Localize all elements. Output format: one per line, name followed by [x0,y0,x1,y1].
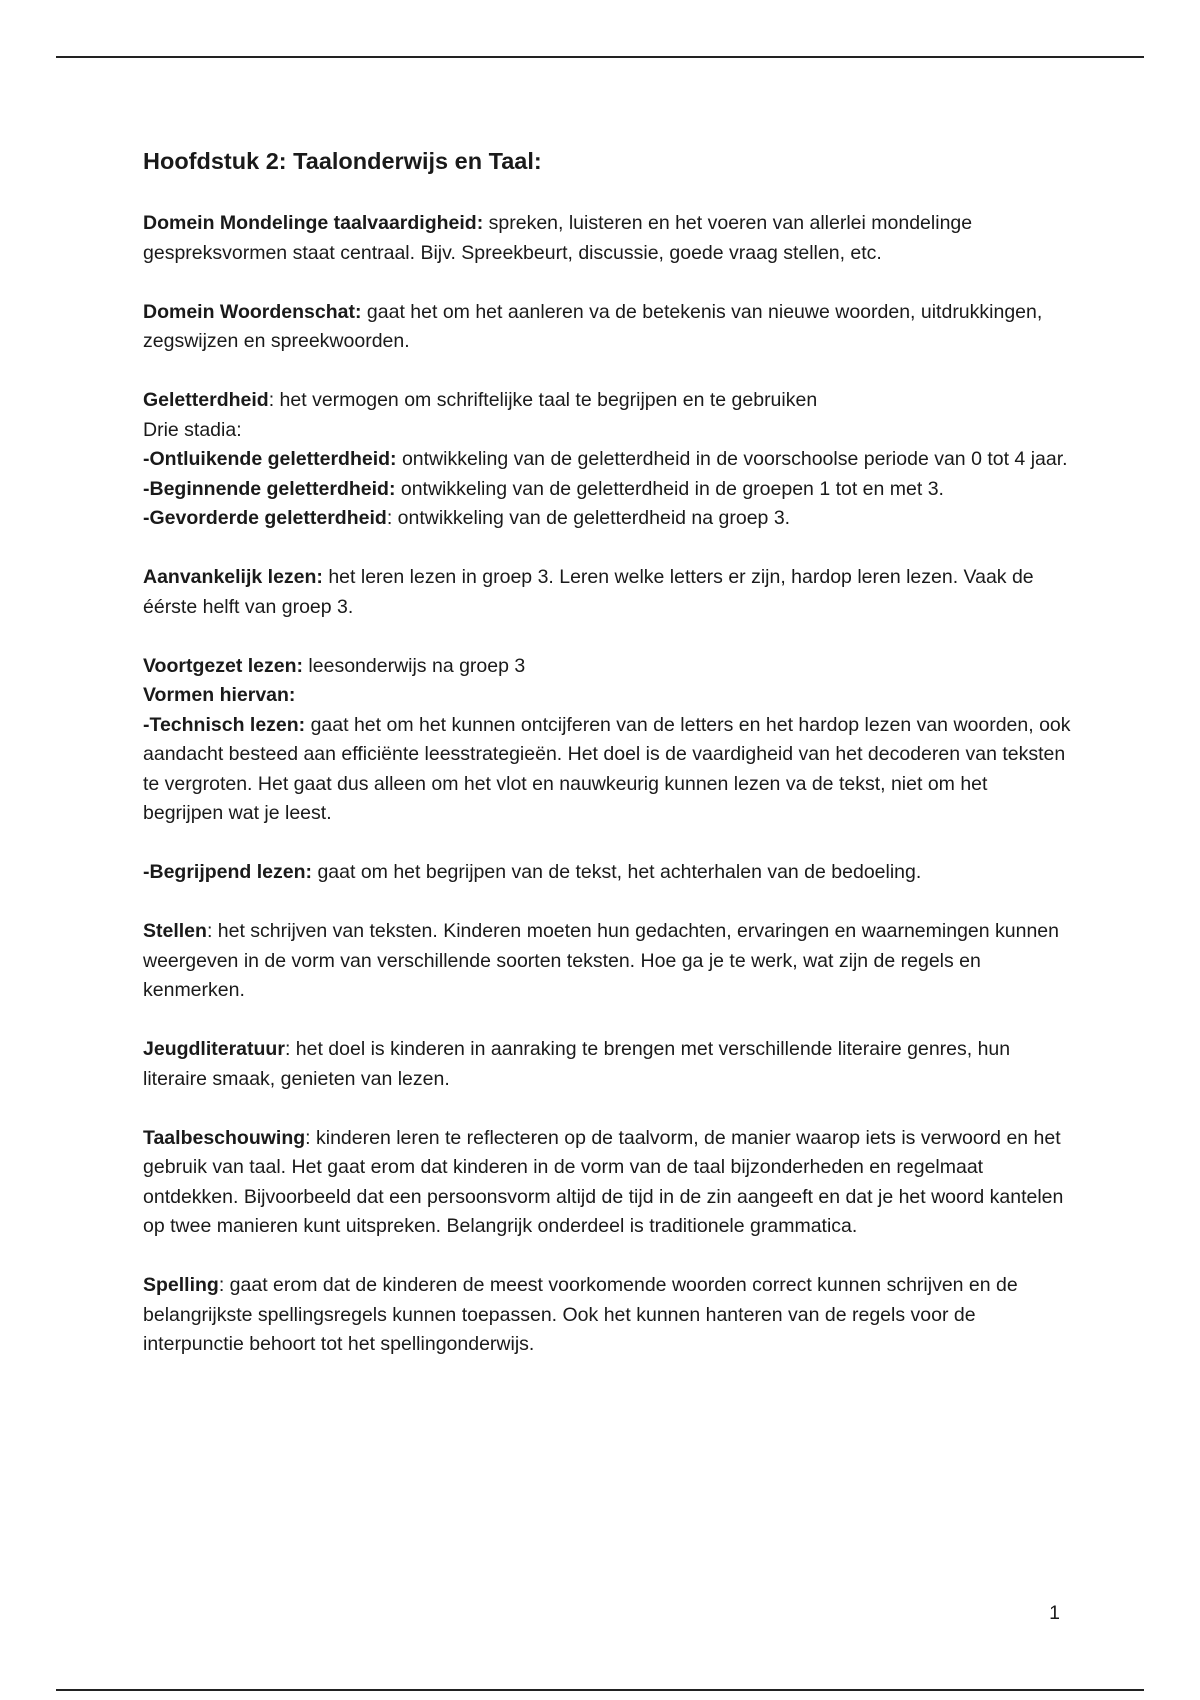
definition-text: : kinderen leren te reflecteren op de taalvorm, de manier waarop iets is verwoord en het gebruik van taal. Het gaat erom dat kinderen in de vorm van de taal bijzonderheden en regelmaat ontdekken. Bijvoorbeeld dat een persoonsvorm altijd de tijd in de zin aangeeft en dat je het woord kantelen op twee manieren kunt uitspreken. Belangrijk onderdeel is traditionele grammatica. [143,1126,1064,1237]
footer-rule [56,1689,1144,1691]
paragraph-jeugdliteratuur [143,1035,1073,1094]
paragraph-spelling [143,1271,1073,1360]
paragraph-line [143,416,1073,446]
paragraph-line [143,298,1073,357]
term-label: Taalbeschouwing [143,1126,306,1149]
paragraph-line [143,711,1073,829]
paragraph-line [143,563,1073,622]
term-label: Stellen [143,920,207,942]
definition-text: : ontwikkeling van de geletterdheid na groep 3. [386,507,791,529]
term-label: Aanvankelijk lezen: [143,566,323,588]
paragraph-line [143,386,1073,416]
definition-text: gaat het om het kunnen ontcijferen van de letters en het hardop lezen van woorden, ook aandacht besteed aan efficiënte leesstrategieën. Het doel is de vaardigheid van het decoderen van teksten te vergroten. Het gaat dus alleen om het vlot en nauwkeurig kunnen lezen va de tekst, niet om het begrijpen wat je leest. [143,713,1071,824]
term-label: Vormen hiervan: [143,684,296,706]
definition-text: : het schrijven van teksten. Kinderen moeten hun gedachten, ervaringen en waarnemingen kunnen weergeven in de vorm van verschillende soorten teksten. Hoe ga je te werk, wat zijn de regels en kenmerken. [143,920,1059,1001]
term-label: -Beginnende geletterdheid: [143,477,396,500]
paragraph-line [143,1124,1073,1242]
definition-text: gaat het om het aanleren va de betekenis van nieuwe woorden, uitdrukkingen, zegswijzen en spreekwoorden. [143,300,1043,352]
term-label: Spelling [143,1274,219,1296]
paragraph-line [143,917,1073,1006]
paragraph-line [143,681,1073,711]
paragraph-line [143,1035,1073,1094]
header-rule [56,56,1144,58]
document-body [143,146,1073,1389]
paragraph-line [143,504,1073,534]
term-label: Domein Woordenschat: [143,300,362,323]
term-label: -Ontluikende geletterdheid: [143,448,397,470]
paragraph-line [143,475,1073,505]
definition-text: : gaat erom dat de kinderen de meest voorkomende woorden correct kunnen schrijven en de belangrijkste spellingsregels kunnen toepassen. Ook het kunnen hanteren van de regels voor de interpunctie behoort tot het spellingonderwijs. [143,1274,1018,1355]
term-label: Jeugdliteratuur [143,1038,285,1060]
term-label: -Gevorderde geletterdheid [143,507,387,529]
page-number: 1 [1049,1602,1060,1624]
paragraph-voortgezet [143,652,1073,829]
definition-text: leesonderwijs na groep 3 [303,654,526,677]
paragraph-stellen [143,917,1073,1006]
paragraph-line [143,445,1073,475]
paragraph-line [143,652,1073,682]
term-label: Geletterdheid [143,389,269,411]
definition-text: gaat om het begrijpen van de tekst, het achterhalen van de bedoeling. [312,861,922,883]
paragraph-begrijpend [143,858,1073,888]
definition-text: ontwikkeling van de geletterdheid in de voorschoolse periode van 0 tot 4 jaar. [396,448,1068,470]
term-label: Domein Mondelinge taalvaardigheid: [143,212,484,234]
paragraph-line [143,209,1073,268]
definition-text: : het vermogen om schriftelijke taal te begrijpen en te gebruiken [268,389,818,411]
paragraph-line [143,858,1073,888]
chapter-title: Hoofdstuk 2: Taalonderwijs en Taal: [143,148,542,174]
term-label: -Technisch lezen: [143,713,306,736]
paragraph-geletterdheid [143,386,1073,534]
paragraph-taalbeschouwing [143,1124,1073,1242]
paragraph-mondelinge [143,209,1073,268]
definition-text: Drie stadia: [143,418,242,441]
term-label: Voortgezet lezen: [143,654,303,677]
definition-text: het leren lezen in groep 3. Leren welke letters er zijn, hardop leren lezen. Vaak de éérste helft van groep 3. [143,566,1034,618]
definition-text: ontwikkeling van de geletterdheid in de groepen 1 tot en met 3. [395,477,944,500]
term-label: -Begrijpend lezen: [143,861,313,883]
paragraph-woordenschat [143,298,1073,357]
paragraph-aanvankelijk [143,563,1073,622]
definition-text: spreken, luisteren en het voeren van allerlei mondelinge gespreksvormen staat centraal. Bijv. Spreekbeurt, discussie, goede vraag stellen, etc. [143,212,973,264]
paragraph-list [143,209,1073,1360]
paragraph-line [143,1271,1073,1360]
definition-text: : het doel is kinderen in aanraking te brengen met verschillende literaire genres, hun literaire smaak, genieten van lezen. [143,1038,1011,1090]
